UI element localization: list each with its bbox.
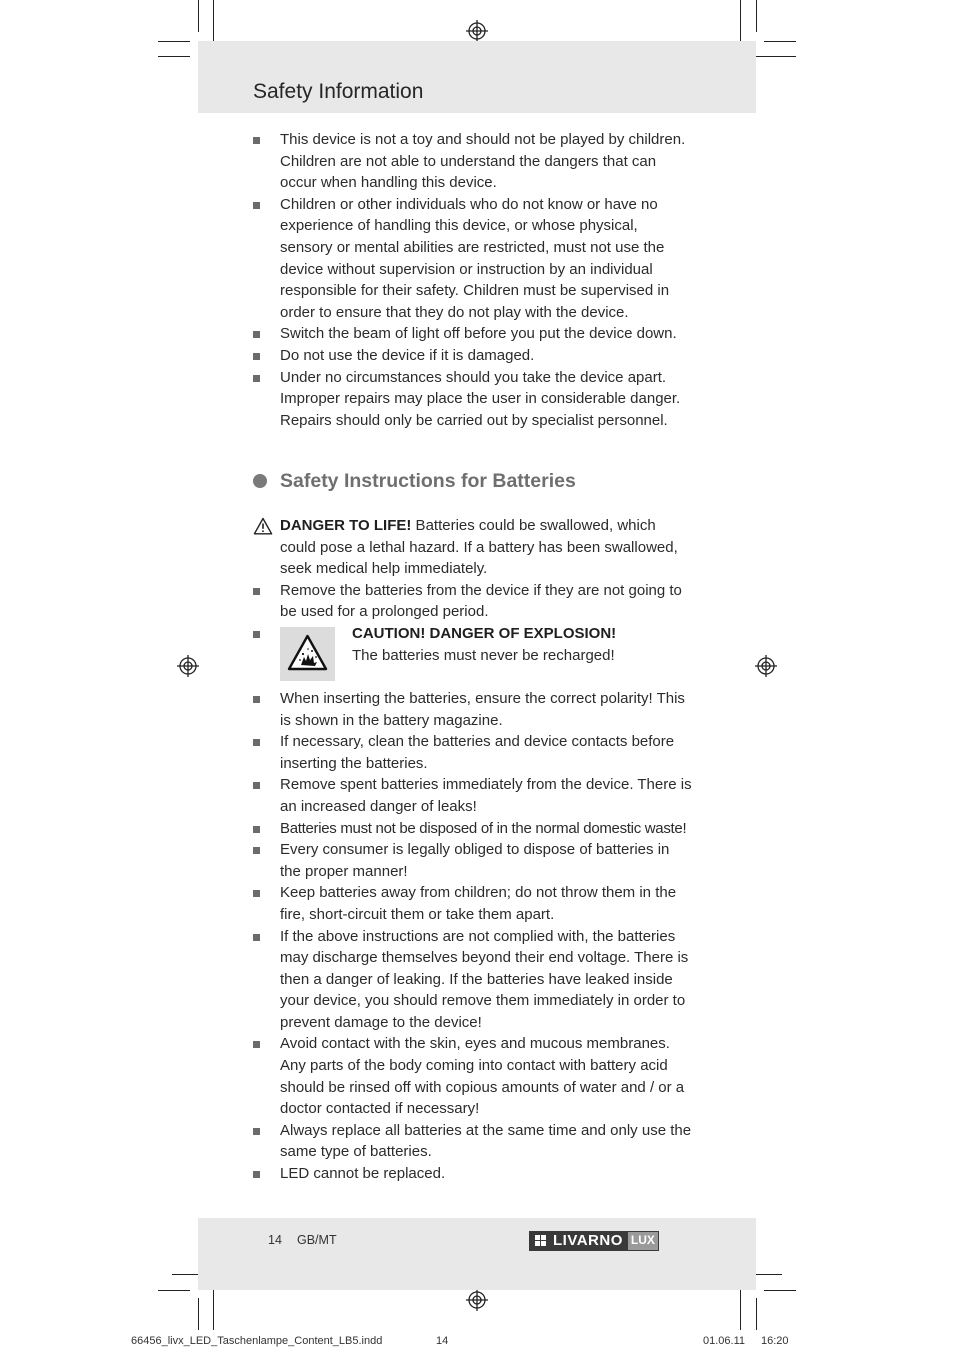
brand-logo [529, 1231, 659, 1251]
crop-mark [213, 0, 214, 46]
square-bullet-icon [253, 353, 260, 360]
round-bullet-icon [253, 474, 267, 488]
danger-item [253, 515, 693, 580]
slug-date: 01.06.11 [703, 1335, 746, 1347]
logo-square-icon [535, 1235, 540, 1240]
square-bullet-icon [253, 934, 260, 941]
square-bullet-icon [253, 739, 260, 746]
caution-label: CAUTION! DANGER OF EXPLOSION! [352, 624, 617, 642]
list-item: Every consumer is legally obliged to dispose of batteries in the proper manner! [253, 839, 693, 882]
list-item: If necessary, clean the batteries and device contacts before inserting the batteries. [253, 731, 693, 774]
crop-mark [158, 1290, 190, 1291]
caution-item [253, 623, 693, 688]
crop-mark [750, 56, 796, 57]
square-bullet-icon [253, 1171, 260, 1178]
list-item: Remove spent batteries immediately from the device. There is an increased danger of leaks! [253, 774, 693, 817]
slug-page: 14 [436, 1335, 449, 1347]
crop-mark [198, 0, 199, 32]
danger-label: DANGER TO LIFE! [280, 517, 412, 534]
crop-mark [158, 41, 190, 42]
list-item: When inserting the batteries, ensure the correct polarity! This is shown in the battery magazine. [253, 688, 693, 731]
crop-mark [740, 1290, 741, 1330]
crop-mark [764, 1290, 796, 1291]
list-item: Do not use the device if it is damaged. [253, 345, 693, 367]
explosion-hazard-icon [280, 627, 335, 681]
page-title: Safety Information [253, 80, 424, 103]
square-bullet-icon [253, 890, 260, 897]
square-bullet-icon [253, 631, 260, 638]
square-bullet-icon [253, 331, 260, 338]
list-item: Avoid contact with the skin, eyes and mucous membranes. Any parts of the body coming into contact with battery acid should be rinsed off with copious amounts of water and / or a doctor contacted if necessary! [253, 1033, 693, 1119]
square-bullet-icon [253, 588, 260, 595]
square-bullet-icon [253, 1041, 260, 1048]
square-bullet-icon [253, 826, 260, 833]
registration-mark-icon [466, 20, 488, 42]
registration-mark-icon [755, 655, 777, 677]
square-bullet-icon [253, 137, 260, 144]
logo-square-icon [535, 1241, 540, 1246]
section-heading-text: Safety Instructions for Batteries [280, 469, 576, 492]
list-item: Children or other individuals who do not know or have no experience of handling this device, or whose physical, sensory or mental abilities are restricted, must not use the device without supervision or instruction by an individual responsible for their safety. Children must be supervised in order to ensure that they do not play with the device. [253, 194, 693, 324]
list-item: Remove the batteries from the device if they are not going to be used for a prolonged period. [253, 580, 693, 623]
list-item: Switch the beam of light off before you put the device down. [253, 323, 693, 345]
crop-mark [756, 0, 757, 32]
logo-square-icon [541, 1241, 546, 1246]
square-bullet-icon [253, 847, 260, 854]
crop-mark [158, 56, 190, 57]
crop-mark [764, 41, 796, 42]
list-item: Under no circumstances should you take the device apart. Improper repairs may place the user in considerable danger. Repairs should only be carried out by specialist personnel. [253, 367, 693, 432]
list-item: LED cannot be replaced. [253, 1163, 693, 1185]
registration-mark-icon [177, 655, 199, 677]
battery-safety-list [253, 515, 693, 1185]
registration-mark-icon [466, 1289, 488, 1311]
logo-sub: LUX [627, 1231, 659, 1251]
square-bullet-icon [253, 782, 260, 789]
crop-mark [740, 0, 741, 46]
caution-text: The batteries must never be recharged! [352, 646, 615, 664]
crop-mark [756, 1298, 757, 1330]
square-bullet-icon [253, 1128, 260, 1135]
slug-filename: 66456_livx_LED_Taschenlampe_Content_LB5.indd [131, 1335, 383, 1347]
list-item: Always replace all batteries at the same time and only use the same type of batteries. [253, 1120, 693, 1163]
list-item: Keep batteries away from children; do not throw them in the fire, short-circuit them or take them apart. [253, 882, 693, 925]
section-heading [253, 468, 576, 494]
language-code: GB/MT [297, 1233, 337, 1247]
footer-band [198, 1218, 756, 1290]
list-item: If the above instructions are not complied with, the batteries may discharge themselves beyond their end voltage. There is then a danger of leaking. If the batteries have leaked inside your device, you should remove them immediately in order to prevent damage to the device! [253, 926, 693, 1034]
list-item: This device is not a toy and should not be played by children. Children are not able to understand the dangers that can occur when handling this device. [253, 129, 693, 194]
square-bullet-icon [253, 202, 260, 209]
crop-mark [198, 1298, 199, 1330]
general-safety-list [253, 129, 693, 431]
list-item: Batteries must not be disposed of in the normal domestic waste! [253, 818, 693, 840]
danger-text: Batteries could be swallowed, which could pose a lethal hazard. If a battery has been swallowed, seek medical help immediately. [280, 517, 678, 578]
warning-triangle-icon [253, 517, 273, 535]
square-bullet-icon [253, 696, 260, 703]
logo-square-icon [541, 1235, 546, 1240]
slug-time: 16:20 [761, 1335, 789, 1347]
page-number: 14 [268, 1233, 282, 1247]
square-bullet-icon [253, 375, 260, 382]
logo-main: LIVARNO [529, 1231, 627, 1251]
crop-mark [213, 1290, 214, 1330]
